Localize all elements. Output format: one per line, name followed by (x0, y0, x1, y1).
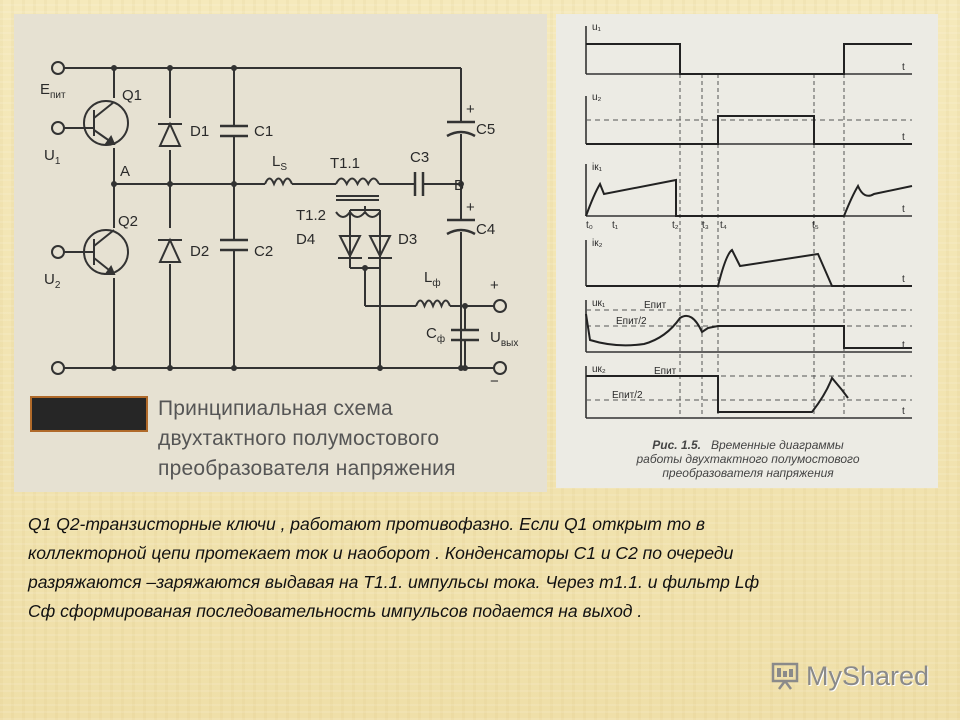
inductor-ls-symbol (265, 179, 292, 185)
capacitor-c2-symbol (220, 240, 248, 250)
waveform-u1 (586, 44, 912, 74)
body-text-line: разряжаются –заряжаются выдавая на Т1.1. импульсы тока. Через т1.1. и фильтр Lф (28, 572, 760, 592)
time-mark-t4: t₄ (720, 220, 727, 231)
transistor-q1-symbol (84, 101, 128, 145)
label-u2: $U_2$ (44, 271, 61, 291)
label-e-pit-uk1: Eпит (644, 300, 667, 311)
label-out-plus: + (490, 277, 499, 294)
axis-label-ik2: iк₂ (592, 238, 603, 249)
t-label: t (902, 204, 905, 215)
schematic-panel (14, 14, 547, 492)
schematic-caption-line: двухтактного полумостового (158, 427, 440, 450)
time-mark-t3: t₃ (702, 220, 709, 231)
label-e-pit-uk2: Eпит (654, 366, 677, 377)
time-mark-t5: t₅ (812, 220, 819, 231)
capacitor-c3-symbol (415, 172, 423, 196)
body-text-line: Q1 Q2-транзисторные ключи , работают противофазно. Если Q1 открыт то в (28, 514, 705, 534)
label-q2: Q2 (118, 213, 139, 230)
label-cf: $C_ф$ (426, 325, 446, 345)
label-c3: C3 (410, 149, 430, 166)
transformer-t1-symbol (336, 179, 380, 218)
brand-watermark (770, 654, 929, 698)
timing-diagrams (556, 14, 938, 488)
transistor-q2-symbol (84, 230, 128, 274)
figure-number: Рис. 1.5. (652, 438, 701, 452)
time-mark-t2: t₂ (672, 220, 679, 231)
waveform-ik2 (586, 250, 912, 286)
slide-body-text (28, 510, 938, 626)
timing-axes (586, 26, 912, 418)
figure-caption-line: преобразователя напряжения (662, 466, 834, 480)
label-c4-plus: + (466, 199, 475, 216)
label-c4: C4 (476, 221, 496, 238)
time-mark-lines (680, 74, 844, 418)
label-ls: $L_S$ (272, 153, 288, 173)
label-q1: Q1 (122, 87, 143, 104)
label-c2: C2 (254, 243, 274, 260)
presentation-board-icon (770, 661, 800, 691)
capacitor-cf-symbol (451, 330, 479, 340)
axis-label-u2: u₂ (592, 92, 602, 103)
capacitor-c5-symbol (447, 122, 475, 136)
brand-name: MyShared (806, 660, 930, 691)
label-e-pit-half-uk1: Eпит/2 (616, 316, 647, 327)
level-lines (586, 120, 912, 400)
label-e-pit: $E_{пит}$ (40, 81, 66, 101)
time-mark-t0: t₀ (586, 220, 593, 231)
t-label: t (902, 62, 905, 73)
schematic-caption (158, 394, 538, 484)
capacitor-c1-symbol (220, 126, 248, 136)
label-u1: $U_1$ (44, 147, 61, 167)
axis-label-uk1: uк₁ (592, 298, 606, 309)
label-d4: D4 (296, 231, 316, 248)
junction-dots (111, 65, 468, 371)
timing-figure-caption (564, 438, 932, 480)
terminal-u2 (52, 246, 64, 258)
label-c5: C5 (476, 121, 496, 138)
label-c1: C1 (254, 123, 274, 140)
label-d1: D1 (190, 123, 210, 140)
caption-marker-box (30, 396, 148, 432)
waveform-ik1 (586, 180, 912, 216)
axis-label-u1: u₁ (592, 22, 601, 33)
body-text-line: коллекторной цепи протекает ток и наоборот . Конденсаторы С1 и С2 по очереди (28, 543, 734, 563)
schematic-caption-line: Принципиальная схема (158, 397, 393, 420)
figure-caption-line: работы двухтактного полумостового (636, 452, 860, 466)
terminal-ground (52, 362, 64, 374)
terminal-e-pit (52, 62, 64, 74)
inductor-lf-symbol (416, 301, 450, 307)
diode-d2-symbol (158, 240, 182, 262)
terminal-u1 (52, 122, 64, 134)
figure-caption-line: Временные диаграммы (711, 438, 844, 452)
label-t12: T1.2 (296, 207, 327, 224)
label-uout: $U_{вых}$ (490, 329, 519, 349)
axis-label-ik1: iк₁ (592, 162, 602, 173)
label-d2: D2 (190, 243, 210, 260)
label-t11: T1.1 (330, 155, 361, 172)
diode-d1-symbol (158, 124, 182, 146)
t-label: t (902, 274, 905, 285)
label-out-minus: − (490, 373, 499, 390)
t-label: t (902, 132, 905, 143)
label-node-b: B (454, 177, 465, 194)
label-d3: D3 (398, 231, 418, 248)
terminal-out-plus (494, 300, 506, 312)
t-label: t (902, 406, 905, 417)
label-c5-plus: + (466, 101, 475, 118)
timing-diagram-panel (556, 14, 938, 488)
label-node-a: A (120, 163, 131, 180)
axis-label-uk2: uк₂ (592, 364, 606, 375)
time-mark-t1: t₁ (612, 220, 619, 231)
t-label: t (902, 340, 905, 351)
capacitor-c4-symbol (447, 220, 475, 234)
schematic-caption-line: преобразователя напряжения (158, 457, 456, 480)
label-lf: $L_ф$ (424, 269, 441, 289)
body-text-line: Сф сформированая последовательность импульсов подается на выход . (28, 601, 643, 621)
label-e-pit-half-uk2: Eпит/2 (612, 390, 643, 401)
